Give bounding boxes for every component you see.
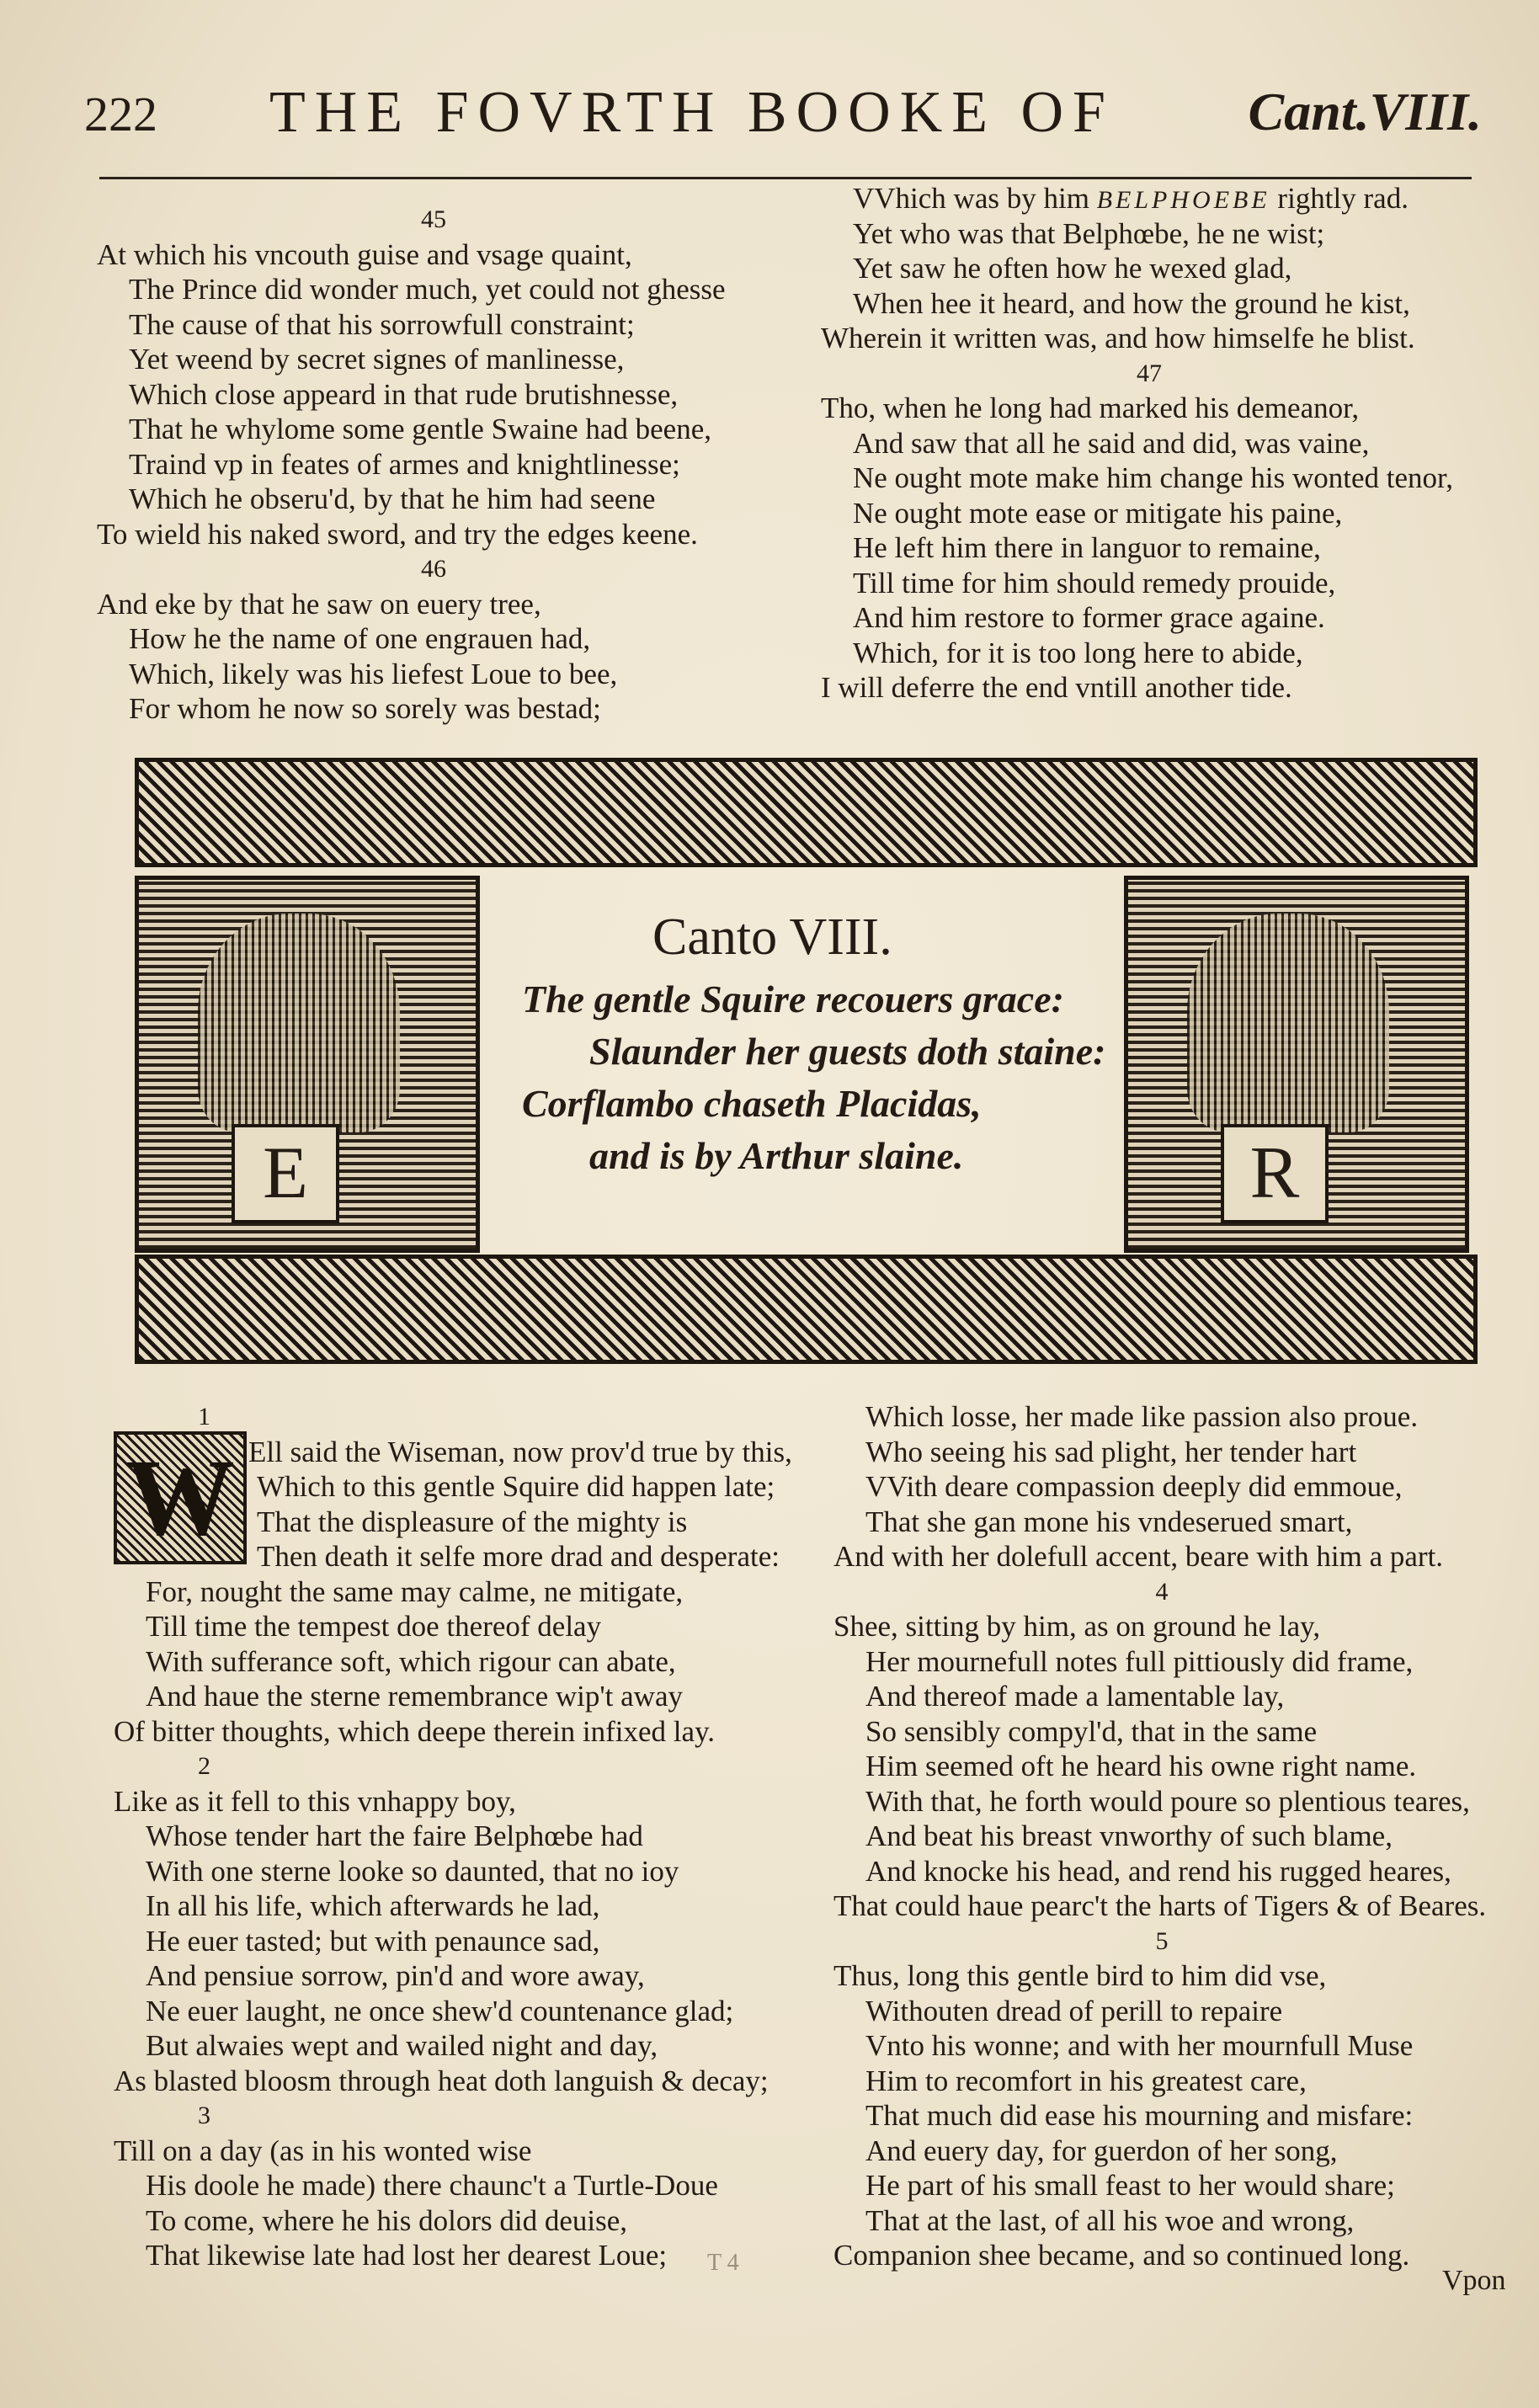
verse-line: Wherein it written was, and how himselfe he blist.	[821, 322, 1415, 354]
verse-line: And with her dolefull accent, beare with him a part.	[833, 1540, 1444, 1573]
verse-line: That much did ease his mourning and misfare:	[865, 2099, 1414, 2132]
verse-line: That he whylome some gentle Swaine had beene,	[129, 413, 712, 445]
verse-line: With one sterne looke so daunted, that no ioy	[146, 1854, 679, 1888]
verse-line: He left him there in languor to remaine,	[853, 531, 1321, 564]
verse-line: Her mournefull notes full pittiously did frame,	[865, 1644, 1414, 1678]
verse-line: Which, for it is too long here to abide,	[853, 636, 1303, 669]
verse-line: That she gan mone his vndeserued smart,	[865, 1505, 1353, 1538]
verse-line: Yet who was that Belphœbe, he ne wist;	[853, 216, 1325, 250]
verse-line: I will deferre the end vntill another tide.	[821, 671, 1292, 704]
verse-line: In all his life, which afterwards he lad,	[146, 1889, 600, 1922]
verse-line: Him to recomfort in his greatest care,	[865, 2064, 1307, 2097]
stanza-number: 5	[1155, 1926, 1169, 1955]
canto-reference: Cant.VIII.	[1248, 82, 1482, 141]
verse-line: That the displeasure of the mighty is	[257, 1505, 688, 1538]
verse-line: Traind vp in feates of armes and knightlinesse;	[129, 447, 680, 481]
verse-line: And thereof made a lamentable lay,	[865, 1680, 1285, 1713]
verse-line: To wield his naked sword, and try the edges keene.	[97, 517, 698, 551]
argument-line: and is by Arthur slaine.	[589, 1134, 964, 1177]
argument-line: The gentle Squire recouers grace:	[522, 978, 1064, 1020]
stanza-number: 4	[1155, 1577, 1169, 1606]
verse-line: And saw that all he said and did, was vaine,	[853, 426, 1370, 460]
stanza-number: 3	[198, 2102, 210, 2129]
verse-line: And beat his breast vnworthy of such blame,	[865, 1819, 1393, 1852]
verse-line: Ne ought mote make him change his wonted tenor,	[853, 461, 1454, 494]
verse-line: Which close appeard in that rude brutishnesse,	[129, 377, 679, 411]
verse-line: Which to this gentle Squire did happen late;	[257, 1470, 775, 1503]
verse-line: For whom he now so sorely was bestad;	[129, 692, 601, 725]
verse-line: At which his vncouth guise and vsage quaint,	[97, 237, 632, 271]
verse-line: Him seemed oft he heard his owne right name.	[865, 1750, 1417, 1782]
woodcut-panel-left	[135, 876, 480, 1253]
argument-line: Slaunder her guests doth staine:	[589, 1030, 1106, 1073]
folio-number: 222	[84, 87, 157, 141]
verse-line: And haue the sterne remembrance wip't away	[146, 1680, 683, 1713]
verse-line: With that, he forth would poure so plentious teares,	[865, 1784, 1470, 1818]
verse-line: Whose tender hart the faire Belphœbe had	[146, 1819, 643, 1852]
fox-woodcut-icon	[1187, 914, 1389, 1132]
verse-line: And knocke his head, and rend his rugged heares,	[865, 1854, 1451, 1888]
verse-line: Till time the tempest doe thereof delay	[146, 1610, 602, 1643]
column-top-right	[821, 181, 1478, 706]
verse-line: Yet saw he often how he wexed glad,	[853, 252, 1292, 285]
catchword: Vpon	[1442, 2265, 1506, 2296]
lion-woodcut-icon	[198, 914, 400, 1132]
verse-line: Vnto his wonne; and with her mournfull Muse	[865, 2029, 1414, 2062]
verse-line: Which, likely was his liefest Loue to bee,	[129, 657, 618, 690]
verse-line: Withouten dread of perill to repaire	[865, 1994, 1283, 2027]
verse-line: And eke by that he saw on euery tree,	[97, 587, 541, 621]
verse-line: And euery day, for guerdon of her song,	[865, 2134, 1338, 2167]
signature-mark: T 4	[707, 2250, 739, 2276]
canto-heading: Canto VIII.	[652, 908, 892, 966]
stanza-number: 1	[198, 1403, 210, 1430]
verse-line: Ne ought mote ease or mitigate his paine,	[853, 496, 1343, 530]
verse-line: But alwaies wept and wailed night and day,	[146, 2029, 658, 2062]
verse-line: He part of his small feast to her would share;	[865, 2169, 1395, 2202]
verse-line: That likewise late had lost her dearest Loue;	[146, 2239, 668, 2272]
stanza-number: 45	[421, 205, 446, 233]
verse-line: To come, where he his dolors did deuise,	[146, 2203, 627, 2237]
verse-line: Ne euer laught, ne once shew'd countenance glad;	[146, 1994, 734, 2027]
header-rule	[99, 177, 1472, 179]
verse-line: Then death it selfe more drad and desperate:	[257, 1540, 780, 1573]
verse-line: Who seeing his sad plight, her tender hart	[865, 1435, 1357, 1468]
stanza-number: 46	[421, 555, 446, 583]
name-belphoebe: BELPHOEBE	[1096, 186, 1270, 214]
panel-letter-left: E	[232, 1124, 339, 1223]
running-title: THE FOVRTH BOOKE OF	[269, 80, 1115, 145]
stanza-number: 2	[198, 1752, 210, 1780]
verse-line: VVith deare compassion deeply did emmoue,	[865, 1470, 1403, 1503]
verse-line: For, nought the same may calme, ne mitigate,	[146, 1574, 684, 1608]
verse-line: So sensibly compyl'd, that in the same	[865, 1714, 1318, 1748]
verse-line: Of bitter thoughts, which deepe therein infixed lay.	[114, 1714, 716, 1748]
verse-line: Which he obseru'd, by that he him had seene	[129, 482, 656, 515]
column-bottom-right	[833, 1399, 1490, 2273]
verse-line: Till time for him should remedy prouide,	[853, 566, 1336, 599]
verse-line: Till on a day (as in his wonted wise	[114, 2134, 532, 2167]
verse-line: As blasted bloosm through heat doth languish & decay;	[114, 2064, 769, 2097]
drop-capital: W	[114, 1431, 247, 1564]
verse-line: The cause of that his sorrowfull constraint;	[129, 307, 635, 341]
verse-line: When hee it heard, and how the ground he kist,	[853, 286, 1410, 320]
verse-line: That could haue pearc't the harts of Tigers & of Beares.	[833, 1889, 1487, 1922]
page-header	[84, 74, 1482, 158]
verse-line: Thus, long this gentle bird to him did vse,	[833, 1959, 1327, 1992]
argument-line: Corflambo chaseth Placidas,	[522, 1082, 982, 1125]
canto-ornament	[135, 758, 1469, 1368]
column-bottom-left	[114, 1399, 792, 2273]
verse-line: And him restore to former grace againe.	[853, 601, 1325, 634]
verse-line: Like as it fell to this vnhappy boy,	[114, 1784, 516, 1818]
woodcut-band-bottom	[135, 1255, 1478, 1364]
verse-line: His doole he made) there chaunc't a Turtle-Doue	[146, 2169, 718, 2202]
stanza-number: 47	[1137, 359, 1162, 387]
verse-line: VVhich was by him BELPHOEBE rightly rad.	[853, 182, 1409, 215]
panel-letter-right: R	[1221, 1124, 1329, 1223]
verse-line: The Prince did wonder much, yet could not ghesse	[129, 273, 726, 306]
canto-title-block	[488, 884, 1111, 1238]
verse-line: Tho, when he long had marked his demeanor,	[821, 392, 1360, 424]
verse-line: And pensiue sorrow, pin'd and wore away,	[146, 1959, 645, 1992]
verse-line: He euer tasted; but with penaunce sad,	[146, 1924, 600, 1958]
verse-line: Yet weend by secret signes of manlinesse,	[129, 343, 625, 376]
woodcut-panel-right	[1124, 876, 1469, 1253]
verse-line: That at the last, of all his woe and wrong,	[865, 2203, 1355, 2237]
verse-line: How he the name of one engrauen had,	[129, 622, 591, 655]
verse-line: With sufferance soft, which rigour can abate,	[146, 1644, 676, 1678]
woodcut-band-top	[135, 758, 1478, 867]
column-top-left	[97, 202, 770, 727]
verse-line: Ell said the Wiseman, now prov'd true by this,	[248, 1435, 792, 1468]
verse-line: Which losse, her made like passion also proue.	[865, 1400, 1419, 1433]
verse-line: Shee, sitting by him, as on ground he lay,	[833, 1610, 1321, 1643]
verse-line: Companion shee became, and so continued long.	[833, 2239, 1410, 2272]
